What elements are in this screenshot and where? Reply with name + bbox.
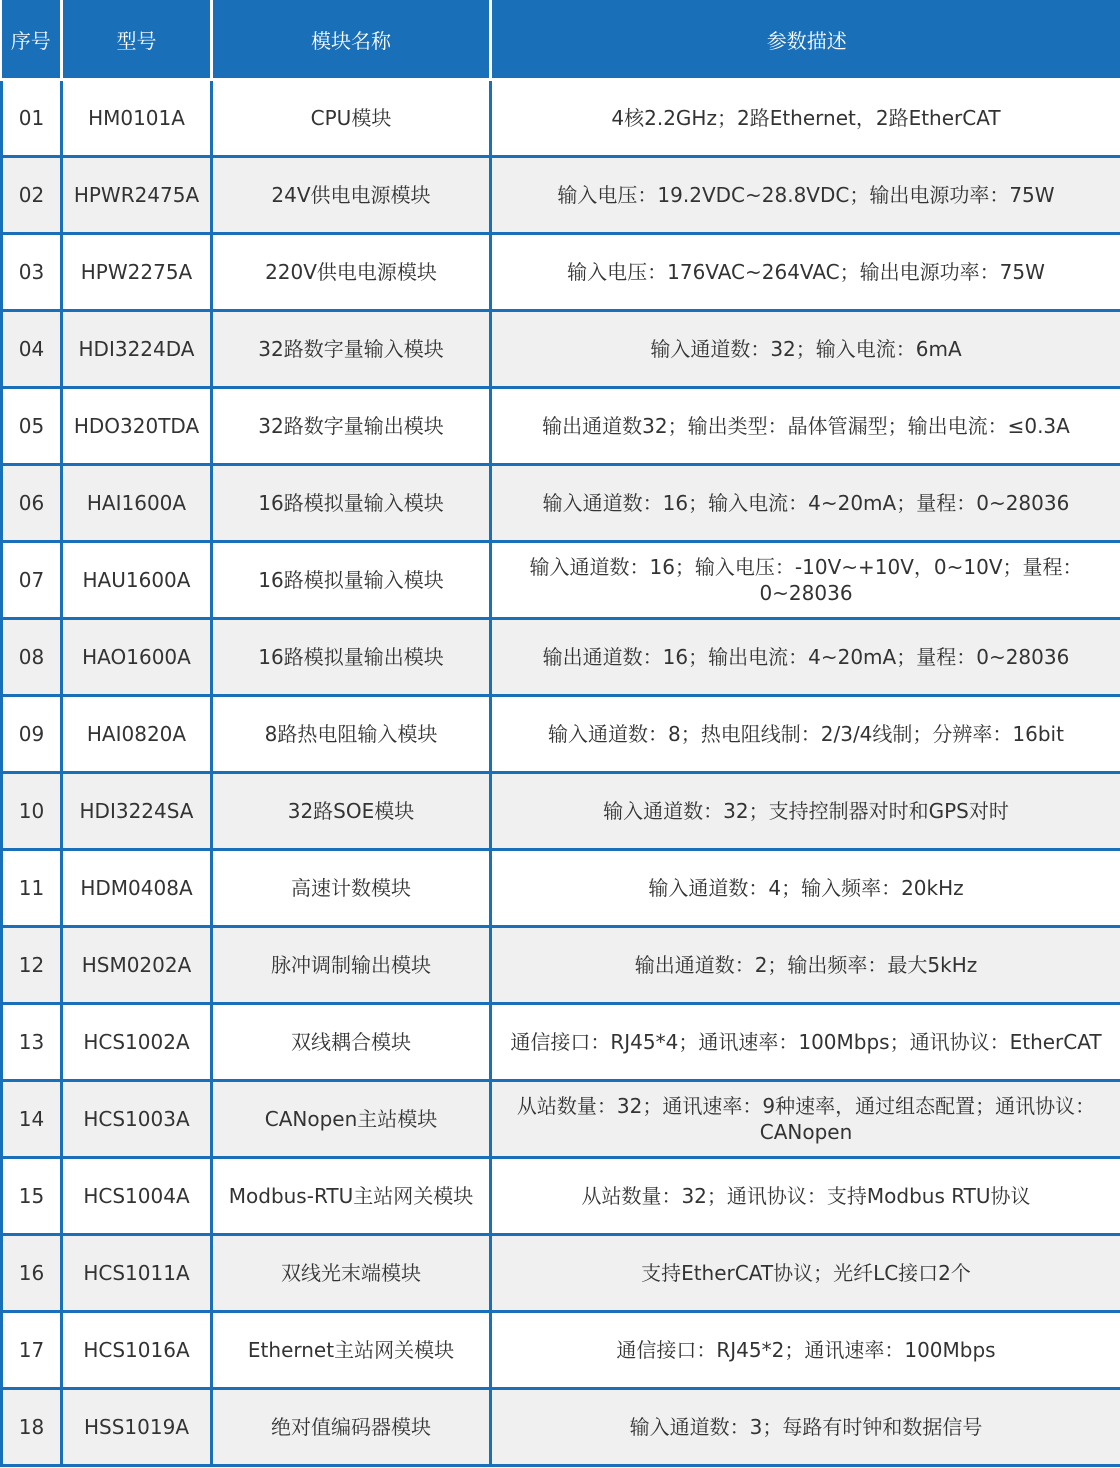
table-row	[2, 1158, 1120, 1235]
cell-no: 16	[2, 1235, 62, 1312]
cell-description: 输入通道数：16；输入电压：-10V~+10V，0~10V；量程：0~28036	[491, 542, 1120, 619]
cell-no: 04	[2, 311, 62, 388]
cell-description: 输入通道数：3；每路有时钟和数据信号	[491, 1389, 1120, 1466]
cell-no: 02	[2, 157, 62, 234]
cell-no: 07	[2, 542, 62, 619]
table-row	[2, 927, 1120, 1004]
cell-model: HAO1600A	[62, 619, 212, 696]
cell-description: 通信接口：RJ45*4；通讯速率：100Mbps；通讯协议：EtherCAT	[491, 1004, 1120, 1081]
header-desc: 参数描述	[491, 0, 1120, 80]
table-row	[2, 542, 1120, 619]
cell-description: 输入电压：176VAC~264VAC；输出电源功率：75W	[491, 234, 1120, 311]
cell-module-name: 8路热电阻输入模块	[212, 696, 491, 773]
cell-module-name: Modbus-RTU主站网关模块	[212, 1158, 491, 1235]
cell-description: 输入通道数：8；热电阻线制：2/3/4线制；分辨率：16bit	[491, 696, 1120, 773]
cell-model: HPW2275A	[62, 234, 212, 311]
cell-no: 06	[2, 465, 62, 542]
cell-module-name: CPU模块	[212, 80, 491, 157]
cell-no: 09	[2, 696, 62, 773]
cell-no: 03	[2, 234, 62, 311]
cell-description: 通信接口：RJ45*2；通讯速率：100Mbps	[491, 1312, 1120, 1389]
cell-model: HSS1019A	[62, 1389, 212, 1466]
cell-model: HPWR2475A	[62, 157, 212, 234]
cell-description: 输入通道数：32；输入电流：6mA	[491, 311, 1120, 388]
cell-description: 支持EtherCAT协议；光纤LC接口2个	[491, 1235, 1120, 1312]
table-row	[2, 157, 1120, 234]
cell-model: HCS1016A	[62, 1312, 212, 1389]
cell-module-name: 16路模拟量输出模块	[212, 619, 491, 696]
cell-module-name: 脉冲调制输出模块	[212, 927, 491, 1004]
cell-description: 从站数量：32；通讯协议：支持Modbus RTU协议	[491, 1158, 1120, 1235]
cell-module-name: CANopen主站模块	[212, 1081, 491, 1158]
cell-no: 01	[2, 80, 62, 157]
cell-no: 05	[2, 388, 62, 465]
table-row	[2, 465, 1120, 542]
cell-no: 08	[2, 619, 62, 696]
cell-module-name: 32路SOE模块	[212, 773, 491, 850]
table-row	[2, 619, 1120, 696]
table-row	[2, 80, 1120, 157]
cell-description: 输出通道数：16；输出电流：4~20mA；量程：0~28036	[491, 619, 1120, 696]
cell-model: HCS1004A	[62, 1158, 212, 1235]
cell-module-name: 32路数字量输入模块	[212, 311, 491, 388]
table-row	[2, 311, 1120, 388]
cell-model: HCS1003A	[62, 1081, 212, 1158]
cell-model: HCS1002A	[62, 1004, 212, 1081]
cell-no: 11	[2, 850, 62, 927]
cell-model: HAI1600A	[62, 465, 212, 542]
cell-module-name: 16路模拟量输入模块	[212, 542, 491, 619]
cell-no: 10	[2, 773, 62, 850]
table-row	[2, 388, 1120, 465]
cell-model: HDI3224SA	[62, 773, 212, 850]
table-row	[2, 1081, 1120, 1158]
cell-module-name: 32路数字量输出模块	[212, 388, 491, 465]
cell-module-name: 双线光末端模块	[212, 1235, 491, 1312]
cell-no: 14	[2, 1081, 62, 1158]
cell-module-name: 220V供电电源模块	[212, 234, 491, 311]
header-model: 型号	[62, 0, 212, 80]
cell-no: 15	[2, 1158, 62, 1235]
cell-module-name: Ethernet主站网关模块	[212, 1312, 491, 1389]
table-row	[2, 850, 1120, 927]
cell-description: 输入通道数：16；输入电流：4~20mA；量程：0~28036	[491, 465, 1120, 542]
cell-model: HCS1011A	[62, 1235, 212, 1312]
cell-description: 输出通道数：2；输出频率：最大5kHz	[491, 927, 1120, 1004]
table-row	[2, 1235, 1120, 1312]
table-row	[2, 234, 1120, 311]
cell-description: 输入通道数：4；输入频率：20kHz	[491, 850, 1120, 927]
cell-no: 12	[2, 927, 62, 1004]
cell-no: 13	[2, 1004, 62, 1081]
table-header-row	[2, 0, 1120, 80]
cell-model: HSM0202A	[62, 927, 212, 1004]
cell-no: 18	[2, 1389, 62, 1466]
cell-description: 从站数量：32；通讯速率：9种速率，通过组态配置；通讯协议：CANopen	[491, 1081, 1120, 1158]
cell-no: 17	[2, 1312, 62, 1389]
table-row	[2, 773, 1120, 850]
cell-description: 输入电压：19.2VDC~28.8VDC；输出电源功率：75W	[491, 157, 1120, 234]
cell-model: HDO320TDA	[62, 388, 212, 465]
cell-model: HAI0820A	[62, 696, 212, 773]
cell-description: 输入通道数：32；支持控制器对时和GPS对时	[491, 773, 1120, 850]
header-no: 序号	[2, 0, 62, 80]
cell-module-name: 24V供电电源模块	[212, 157, 491, 234]
cell-description: 4核2.2GHz；2路Ethernet，2路EtherCAT	[491, 80, 1120, 157]
table-row	[2, 1389, 1120, 1466]
cell-module-name: 高速计数模块	[212, 850, 491, 927]
cell-description: 输出通道数32；输出类型：晶体管漏型；输出电流：≤0.3A	[491, 388, 1120, 465]
cell-model: HAU1600A	[62, 542, 212, 619]
header-name: 模块名称	[212, 0, 491, 80]
table-row	[2, 1004, 1120, 1081]
cell-model: HM0101A	[62, 80, 212, 157]
cell-module-name: 绝对值编码器模块	[212, 1389, 491, 1466]
cell-module-name: 16路模拟量输入模块	[212, 465, 491, 542]
cell-model: HDM0408A	[62, 850, 212, 927]
table-row	[2, 696, 1120, 773]
table-row	[2, 1312, 1120, 1389]
cell-model: HDI3224DA	[62, 311, 212, 388]
cell-module-name: 双线耦合模块	[212, 1004, 491, 1081]
